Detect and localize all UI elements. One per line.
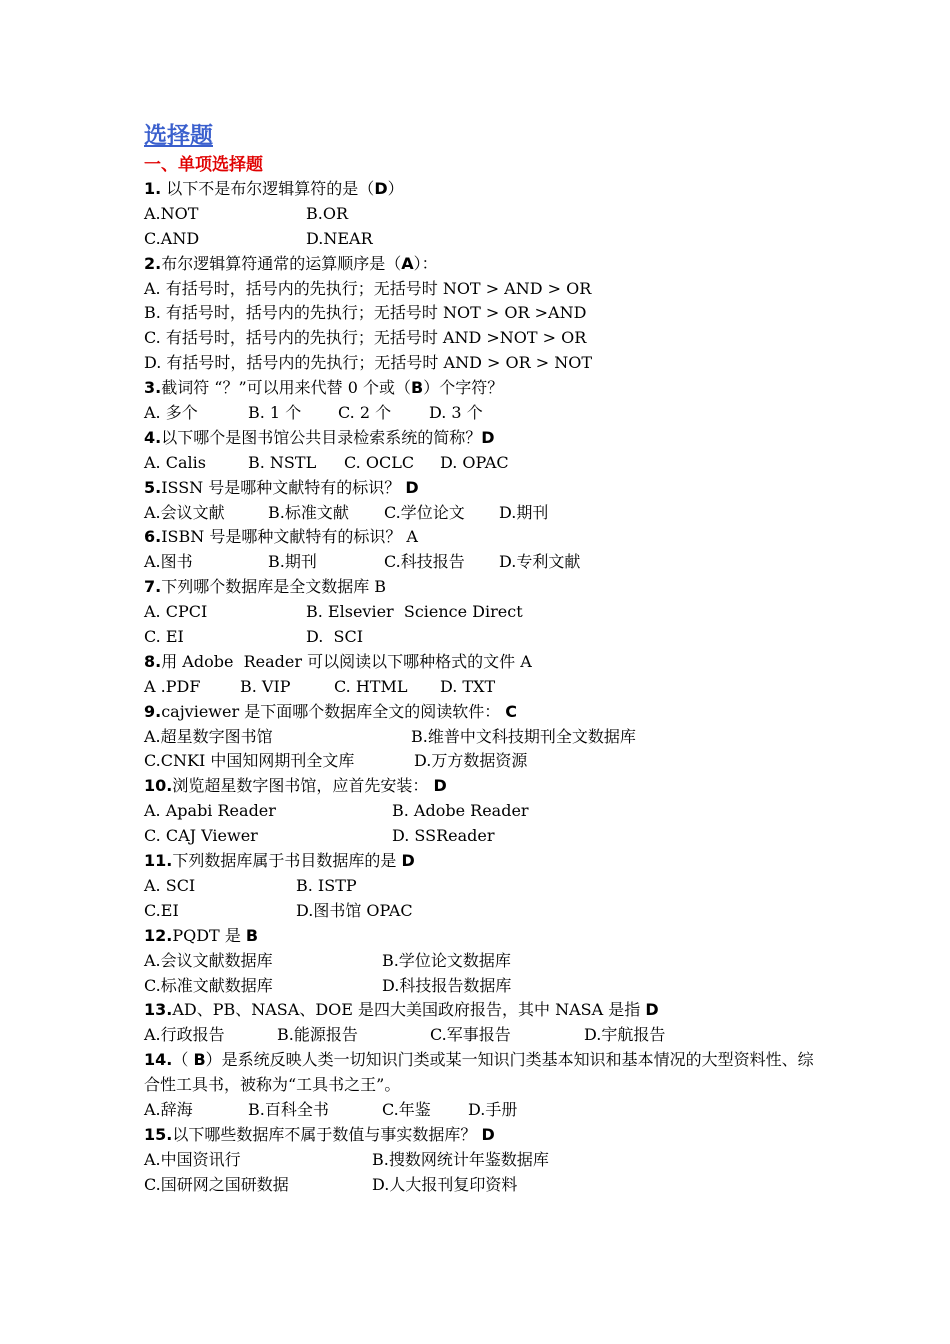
options-row — [144, 301, 824, 326]
option-item: C. 2 个 — [338, 403, 392, 423]
answer-key: D — [481, 1124, 495, 1144]
document-content — [144, 120, 824, 1198]
answer-key: D — [401, 851, 415, 871]
question-number: 2. — [144, 253, 162, 273]
answer-key: D — [433, 776, 447, 796]
option-item: D.专利文献 — [499, 552, 581, 572]
question-number: 12. — [144, 925, 173, 945]
option-item: D.科技报告数据库 — [382, 975, 512, 995]
option-item: D.手册 — [468, 1099, 518, 1119]
options-row — [144, 600, 824, 625]
options-row — [144, 874, 824, 899]
question-number: 6. — [144, 527, 162, 547]
option-item: C. EI — [144, 627, 184, 647]
option-item: C. 有括号时，括号内的先执行；无括号时 AND >NOT > OR — [144, 328, 587, 348]
question-number: 4. — [144, 427, 162, 447]
option-item: C.国研网之国研数据 — [144, 1174, 289, 1194]
question-stem — [144, 376, 824, 401]
option-item: B.百科全书 — [248, 1099, 329, 1119]
question-stem — [144, 525, 824, 550]
option-item: A. 有括号时，括号内的先执行；无括号时 NOT > AND > OR — [144, 278, 592, 298]
option-item: D. TXT — [440, 676, 496, 696]
question-text: ISSN 号是哪种文献特有的标识？ — [161, 477, 406, 497]
question-list — [144, 177, 824, 1198]
option-item: D. 3 个 — [429, 403, 483, 423]
option-item: A. Calis — [144, 452, 206, 472]
question-stem — [144, 1048, 814, 1098]
options-row — [144, 1098, 824, 1123]
question-number: 9. — [144, 701, 162, 721]
answer-key: D — [645, 1000, 659, 1020]
option-item: A.辞海 — [144, 1099, 193, 1119]
question-stem — [144, 700, 824, 725]
option-item: C. OCLC — [344, 452, 415, 472]
question-number: 10. — [144, 776, 173, 796]
question-number: 11. — [144, 851, 173, 871]
option-item: A.行政报告 — [144, 1025, 225, 1045]
option-item: A .PDF — [144, 676, 201, 696]
answer-key: C — [505, 701, 518, 721]
options-row — [144, 351, 824, 376]
question-number: 3. — [144, 378, 162, 398]
option-item: D. SCI — [306, 627, 364, 647]
answer-key: B — [193, 1050, 206, 1070]
question-text: 以下哪些数据库不属于数值与事实数据库？ — [172, 1124, 482, 1144]
question-number: 5. — [144, 477, 162, 497]
question-text: AD、PB、NASA、DOE 是四大美国政府报告，其中 NASA 是指 — [172, 1000, 646, 1020]
question-number: 1. — [144, 179, 162, 198]
option-item: B.能源报告 — [277, 1025, 358, 1045]
question-number: 14. — [144, 1050, 173, 1070]
option-item: D.万方数据资源 — [414, 751, 528, 771]
question-stem — [144, 426, 824, 451]
question-block — [144, 774, 824, 849]
option-item: C.CNKI 中国知网期刊全文库 — [144, 751, 355, 771]
option-item: D. 有括号时，括号内的先执行；无括号时 AND > OR > NOT — [144, 353, 593, 373]
answer-key: D — [481, 427, 495, 447]
question-block — [144, 700, 824, 775]
question-text: 以下哪个是图书馆公共目录检索系统的简称？ — [161, 427, 482, 447]
option-item: B.期刊 — [268, 552, 317, 572]
option-item: B. 有括号时，括号内的先执行；无括号时 NOT > OR >AND — [144, 303, 587, 323]
option-item: D. SSReader — [392, 826, 495, 846]
question-block — [144, 1123, 824, 1198]
option-item: D.NEAR — [306, 228, 373, 248]
question-text: 浏览超星数字图书馆，应首先安装： — [172, 776, 434, 796]
option-item: B. Elsevier Science Direct — [306, 602, 523, 622]
question-block — [144, 650, 824, 700]
question-text: 以下不是布尔逻辑算符的是（ — [161, 179, 375, 198]
option-item: B. NSTL — [248, 452, 317, 472]
question-stem — [144, 575, 824, 600]
question-block — [144, 1048, 824, 1123]
question-number: 8. — [144, 651, 162, 671]
option-item: A.会议文献 — [144, 502, 225, 522]
question-text: （ — [172, 1050, 194, 1070]
question-block — [144, 849, 824, 924]
question-block — [144, 924, 824, 999]
question-block — [144, 177, 824, 252]
option-item: B.学位论文数据库 — [382, 950, 511, 970]
options-row — [144, 675, 824, 700]
question-stem — [144, 476, 824, 501]
option-item: D. OPAC — [440, 452, 509, 472]
option-item: C.EI — [144, 900, 179, 920]
question-text: 用 Adobe Reader 可以阅读以下哪种格式的文件 A — [161, 651, 532, 671]
question-text: 下列数据库属于书目数据库的是 — [172, 851, 402, 871]
page-title: 选择题 — [144, 123, 213, 149]
option-item: C.AND — [144, 228, 200, 248]
option-item: A.NOT — [144, 203, 199, 223]
options-row — [144, 949, 824, 974]
question-stem — [144, 650, 824, 675]
section-heading: 一、单项选择题 — [144, 155, 263, 175]
options-row — [144, 277, 824, 302]
question-stem — [144, 252, 824, 277]
options-row — [144, 899, 824, 924]
option-item: D.宇航报告 — [584, 1025, 666, 1045]
question-tail: ）： — [413, 253, 438, 273]
option-item: A.图书 — [144, 552, 193, 572]
option-item: C. CAJ Viewer — [144, 826, 258, 846]
question-stem — [144, 1123, 824, 1148]
options-row — [144, 1023, 824, 1048]
option-item: C.军事报告 — [430, 1025, 511, 1045]
option-item: A. Apabi Reader — [144, 801, 276, 821]
question-tail: ） — [387, 179, 404, 198]
option-item: B. ISTP — [296, 875, 357, 895]
options-row — [144, 1148, 824, 1173]
option-item: C. HTML — [334, 676, 408, 696]
options-row — [144, 501, 824, 526]
option-item: B.维普中文科技期刊全文数据库 — [411, 726, 636, 746]
options-row — [144, 725, 824, 750]
question-stem — [144, 998, 824, 1023]
option-item: A. CPCI — [144, 602, 208, 622]
option-item: B. VIP — [240, 676, 291, 696]
option-item: B.OR — [306, 203, 349, 223]
answer-key: A — [401, 253, 414, 273]
answer-key: B — [411, 378, 424, 398]
options-row — [144, 974, 824, 999]
option-item: B. Adobe Reader — [392, 801, 529, 821]
options-row — [144, 227, 824, 252]
options-row — [144, 799, 824, 824]
question-stem — [144, 849, 824, 874]
option-item: C.学位论文 — [384, 502, 465, 522]
option-item: A.会议文献数据库 — [144, 950, 273, 970]
option-item: A. 多个 — [144, 403, 198, 423]
options-row — [144, 451, 824, 476]
question-text: PQDT 是 — [172, 925, 246, 945]
question-text: 布尔逻辑算符通常的运算顺序是（ — [161, 253, 402, 273]
question-block — [144, 252, 824, 376]
question-stem — [144, 924, 824, 949]
answer-key: D — [374, 179, 388, 198]
option-item: D.期刊 — [499, 502, 549, 522]
option-item: B. 1 个 — [248, 403, 302, 423]
question-tail: ）个字符？ — [423, 378, 504, 398]
option-item: C.标准文献数据库 — [144, 975, 273, 995]
option-item: D.图书馆 OPAC — [296, 900, 413, 920]
options-row — [144, 202, 824, 227]
option-item: D.人大报刊复印资料 — [372, 1174, 518, 1194]
question-stem — [144, 177, 824, 202]
options-row — [144, 326, 824, 351]
options-row — [144, 824, 824, 849]
question-number: 7. — [144, 577, 162, 597]
question-tail: ）是系统反映人类一切知识门类或某一知识门类基本知识和基本情况的大型资料性、综合性工具书，被称为“工具书之王”。 — [144, 1050, 814, 1095]
option-item: A.中国资讯行 — [144, 1149, 241, 1169]
question-number: 15. — [144, 1124, 173, 1144]
question-text: 下列哪个数据库是全文数据库 B — [161, 577, 387, 597]
option-item: C.年鉴 — [382, 1099, 431, 1119]
options-row — [144, 1173, 824, 1198]
answer-key: D — [405, 477, 419, 497]
options-row — [144, 625, 824, 650]
answer-key: B — [245, 925, 259, 945]
options-row — [144, 550, 824, 575]
question-block — [144, 998, 824, 1048]
question-block — [144, 525, 824, 575]
question-text: 截词符 “？”可以用来代替 0 个或（ — [161, 378, 412, 398]
question-text: cajviewer 是下面哪个数据库全文的阅读软件： — [161, 701, 506, 721]
option-item: C.科技报告 — [384, 552, 465, 572]
question-block — [144, 376, 824, 426]
question-text: ISBN 号是哪种文献特有的标识？ A — [161, 527, 418, 547]
question-stem — [144, 774, 824, 799]
options-row — [144, 749, 824, 774]
option-item: A. SCI — [144, 875, 196, 895]
options-row — [144, 401, 824, 426]
option-item: A.超星数字图书馆 — [144, 726, 273, 746]
option-item: B.搜数网统计年鉴数据库 — [372, 1149, 549, 1169]
question-number: 13. — [144, 1000, 173, 1020]
question-block — [144, 476, 824, 526]
option-item: B.标准文献 — [268, 502, 349, 522]
question-block — [144, 575, 824, 650]
question-block — [144, 426, 824, 476]
